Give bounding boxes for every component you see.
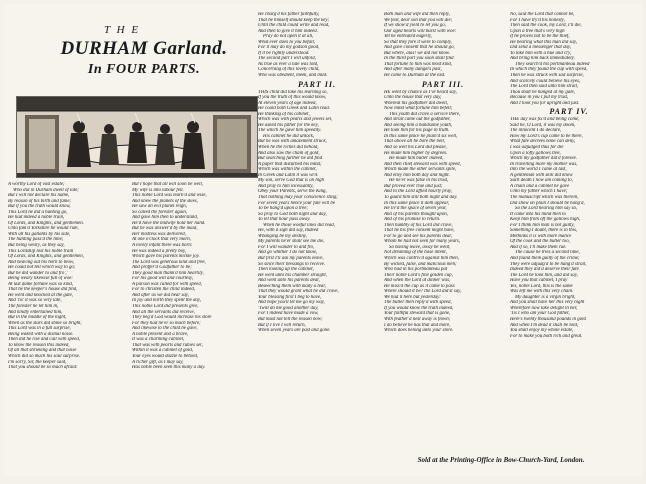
verse-line: They good man thank'd him heartily, bbox=[132, 270, 204, 276]
part-heading: PART IV. bbox=[549, 107, 589, 117]
verse-line: And of his promise to return. bbox=[384, 217, 441, 223]
part-heading: PART III. bbox=[421, 79, 465, 89]
verse-line: A richer gift, as I may say, bbox=[132, 359, 184, 365]
verse-line: And 'tis' it was so very late, bbox=[8, 298, 62, 304]
verse-line: 'Tis I who am your God father, bbox=[510, 311, 570, 317]
verse-line: The Lord was generous kind and free, bbox=[132, 259, 206, 265]
verse-line: Which made the other servants spite, bbox=[384, 167, 457, 173]
verse-line: And kindly entertained him, bbox=[8, 309, 63, 315]
verse-line: What ever does to you befall, bbox=[258, 39, 316, 45]
verse-line: For I think him man is not guilty, bbox=[510, 222, 575, 228]
verse-line: No, said the Lord that cannot be, bbox=[510, 12, 575, 17]
verse-line: He made him higher by degrees. bbox=[384, 150, 448, 156]
verse-line: Which was within the cabinet, bbox=[258, 167, 317, 173]
verse-line: And then chief steward was with speed, bbox=[384, 161, 461, 167]
verse-line: To let that hour pass away. bbox=[258, 217, 311, 223]
verse-line: Unto my father which I have; bbox=[510, 189, 568, 195]
verse-line: He could both Greek and Latin read. bbox=[258, 106, 331, 112]
verse-line: Which gave his parents mickle joy. bbox=[132, 254, 200, 260]
verse-line: For I will wander to and fro, bbox=[258, 244, 315, 250]
verse-line: And if so, I'll make them rue. bbox=[510, 244, 567, 250]
verse-line: Of Lords, and Knights, and gentlemen. bbox=[8, 220, 84, 226]
verse-line: That he his free consent might have, bbox=[384, 228, 455, 234]
verse-line: That nothing may your conscience sting; bbox=[258, 194, 338, 200]
verse-line: In joy and mirth they spent the day, bbox=[132, 298, 201, 304]
verse-line: How my Lord's cup came to be there, bbox=[510, 133, 583, 139]
verse-line: By wicked, false, and malicious men; bbox=[384, 261, 457, 267]
verse-line: He'd have the midwife hold her hand. bbox=[132, 220, 206, 226]
verse-line: For to make you both rich and great. bbox=[510, 333, 583, 339]
verse-line: And likewise to the child he gave, bbox=[132, 326, 198, 332]
verse-line: The Lord then said unto him strait, bbox=[510, 84, 579, 90]
verse-line: Upon a tree that's very high bbox=[510, 28, 565, 34]
verse-line: He had indeed a noble train, bbox=[8, 215, 65, 221]
verse-line: You shall enjoy my whole estate, bbox=[510, 328, 574, 334]
verse-line: Thou shalt be hanged at my gate, bbox=[510, 89, 576, 95]
verse-line: He asked his father for the key, bbox=[258, 122, 319, 128]
verse-line: And envy him both day and night. bbox=[384, 172, 450, 178]
verse-line: Because in you I put my trust, bbox=[510, 95, 569, 101]
verse-line: At one o'clock that very morn, bbox=[132, 237, 191, 243]
verse-line: In this same place it doth appear, bbox=[384, 200, 450, 206]
verse-line: Yet he entreated eagerly, bbox=[384, 34, 432, 40]
verse-line: And to the Lord affied hourly pray, bbox=[384, 189, 453, 195]
verse-line: He thinking of his cabinet, bbox=[258, 111, 310, 117]
verse-line: For to christen the child indeed, bbox=[132, 287, 196, 293]
verse-line: Being weary likewise full of woe: bbox=[8, 276, 74, 282]
verse-line: But proved ever true and just; bbox=[384, 183, 443, 189]
verse-line: For I indeed have made a vow, bbox=[258, 311, 319, 317]
verse-line: Of Lords, and Knights, and gentlemen, bbox=[8, 254, 84, 260]
verse-line: Was left me with this very chain. bbox=[510, 289, 574, 295]
verse-line: Our aged hearts will burst with woe: bbox=[384, 28, 457, 34]
title-main: DURHAM Garland. bbox=[60, 38, 228, 59]
verse-line: With feather'd nest away is flown; bbox=[384, 316, 451, 322]
verse-line: The which he gave him speedily. bbox=[258, 128, 322, 134]
verse-line: Then he was struck with sad surprise, bbox=[510, 73, 584, 79]
verse-line: Whom he had not seen for many years, bbox=[384, 239, 461, 245]
verse-line: Has noble been seen this many a day. bbox=[132, 365, 206, 371]
verse-line: And I took you for upright and just. bbox=[510, 100, 580, 106]
verse-line: Being waked with a dismal noise. bbox=[8, 331, 74, 337]
verse-line: Then humbly of his Lord did crave, bbox=[384, 222, 453, 228]
verse-line: Did show on plain I should be hang'd, bbox=[510, 200, 585, 206]
verse-line: He bearing what this man did say, bbox=[510, 39, 577, 45]
verse-line: Within it was a cabinet of gold, bbox=[132, 348, 193, 354]
verse-line: That you should be so much afraid: bbox=[8, 365, 78, 371]
woodcut-scene-illustration bbox=[16, 96, 258, 178]
verse-line: To know the reason this indeed, bbox=[8, 342, 70, 348]
verse-line: And when I'm dead it shall be told, bbox=[510, 322, 579, 328]
verse-line: This noble Lord did presents give, bbox=[132, 304, 199, 310]
verse-line: That he himself should keep the key; bbox=[258, 17, 330, 23]
verse-line: Who had in his portmanteau put bbox=[384, 267, 448, 273]
verse-line: This Lordship lost his noble train bbox=[8, 248, 74, 254]
verse-line: But he was with amazement struck, bbox=[258, 139, 327, 145]
verse-line: But I hope that all will soon be well, bbox=[132, 182, 204, 187]
verse-line: Where should it be? the Lord did'st say, bbox=[384, 289, 462, 295]
part-heading: PART II. bbox=[297, 79, 337, 89]
verse-line: They beg'd God would increase his store bbox=[132, 315, 212, 321]
verse-line: Whereat his godfather did dwell, bbox=[384, 100, 449, 106]
verse-line: Something I doubt, there is in this, bbox=[510, 228, 578, 234]
verse-line: And gave consent that he should go, bbox=[384, 45, 455, 51]
verse-line: Wherefore now take delight in her, bbox=[510, 305, 578, 311]
verse-line: In Greek and Latin it was writ. bbox=[258, 172, 319, 178]
verse-line: But he did wander to and fro',' bbox=[8, 270, 68, 276]
verse-line: So pray to God both night and day, bbox=[258, 211, 327, 217]
verse-line: And when the Lord at dinner was, bbox=[384, 278, 451, 284]
title-block bbox=[44, 24, 244, 78]
verse-line: The manuscript which was therein, bbox=[510, 194, 579, 200]
verse-line: And you shall have her this very night bbox=[510, 300, 585, 306]
verse-line: My son, serve God that is on high bbox=[258, 178, 325, 184]
verse-line: Said he, O Lord, it was my doom, bbox=[510, 122, 576, 128]
verse-line: But searching further he did find bbox=[258, 156, 323, 162]
verse-line: And bring him back immediately. bbox=[510, 56, 575, 62]
verse-line: He made him butler indeed, bbox=[389, 156, 444, 162]
verse-line: To take him with a hue and cry, bbox=[510, 50, 572, 56]
verse-line: He came to Durham at the last. bbox=[384, 73, 446, 79]
verse-line: Keep him from off the gallows high, bbox=[510, 217, 581, 223]
verse-line: It was a charming cabinet, bbox=[132, 337, 185, 343]
verse-line: He miss'd the cup as it came to pass bbox=[384, 283, 455, 289]
verse-line: And found them guilty of the crime; bbox=[510, 255, 580, 261]
verse-line: But must not tell the reason now; bbox=[258, 316, 323, 322]
verse-line: A worthy Lord of vast estate; bbox=[8, 182, 65, 187]
verse-line: His cabinet he did unlock, bbox=[263, 133, 315, 139]
verse-line: He, with a sigh did say, Indeed bbox=[258, 228, 319, 234]
verse-line: And gave him then to understand, bbox=[132, 215, 199, 221]
verse-line: A noble present and a brave, bbox=[132, 331, 189, 337]
verse-line: Whanging be my destiny, bbox=[258, 233, 307, 239]
verse-line: Which did so much his soul surprise. bbox=[8, 353, 81, 359]
verse-line: And knew the planets of the skies, bbox=[132, 198, 198, 204]
verse-line: Indeed they did'd deserve their fate bbox=[510, 267, 579, 273]
broadside-sheet bbox=[4, 4, 642, 476]
verse-line: For it may do my godson good, bbox=[258, 45, 320, 51]
verse-line: What fate decrees none can deny, bbox=[510, 139, 576, 145]
verse-line: When seven years are past and gone. bbox=[258, 328, 331, 334]
verse-line: THIS child did take his learning so, bbox=[258, 89, 328, 95]
verse-line: And scarcely could believe his eyes, bbox=[510, 78, 581, 84]
verse-line: He went unto his chamber straight, bbox=[258, 272, 328, 278]
verse-line: It came into his mind then to bbox=[510, 211, 566, 217]
verse-line: Both man and wife did then reply, bbox=[384, 12, 450, 17]
verse-line: The forester he let him in, bbox=[8, 304, 59, 310]
verse-line: We had it here but yesterday: bbox=[384, 294, 441, 300]
verse-line: He was indeed a pretty boy, bbox=[132, 248, 187, 254]
verse-line: Obey your Parents, serve the King, bbox=[258, 189, 327, 195]
verse-line: And seeing him a handsome youth, bbox=[384, 122, 453, 128]
verse-line: Which my godfather did'd foresee. bbox=[510, 156, 578, 162]
verse-line: Then did he rise and call with speed, bbox=[8, 337, 80, 343]
verse-line: And so well his Lord did please, bbox=[384, 145, 447, 151]
verse-line: Concerning of this lovely child, bbox=[258, 67, 320, 73]
verse-line: Of all that shrieking and that noise bbox=[8, 348, 77, 354]
verse-line: If he proves not to be the thief, bbox=[510, 34, 570, 40]
verse-line: And all the servants did receive, bbox=[132, 309, 195, 315]
verse-line: They were adjudg'd to be hang'd strait, bbox=[510, 261, 587, 267]
verse-line: Their noble Lord's fine golden cup, bbox=[384, 272, 453, 278]
verse-line: Methinks it is with more malice bbox=[510, 233, 572, 239]
verse-line: And of his parents thought upon, bbox=[384, 211, 448, 217]
verse-line: He went and knocked at the gate, bbox=[8, 292, 74, 298]
verse-line: And pray to him incessantly, bbox=[258, 183, 314, 189]
verse-line: And then to give it him indeed. bbox=[258, 28, 318, 34]
verse-line: That he the keeper's house did find, bbox=[8, 287, 78, 293]
verse-line: In this same place he plain'd six well, bbox=[384, 133, 458, 139]
verse-line: And after as we did hear say, bbox=[132, 292, 189, 298]
verse-line: They search'd his portmanteau indeed bbox=[515, 61, 590, 67]
verse-line: We fear, dear son that you will die; bbox=[384, 17, 453, 23]
verse-line: At last dame fortune was so kind, bbox=[8, 281, 74, 287]
verse-line: But being weary, as they say, bbox=[8, 243, 65, 249]
verse-line: So having leave, away he went, bbox=[389, 244, 451, 250]
verse-line: And heaving out his horn to blow, bbox=[8, 259, 75, 265]
verse-line: For to go and see his parents dear, bbox=[384, 233, 453, 239]
verse-line: And strait came out the godfather, bbox=[384, 117, 451, 123]
verse-line: A paper that disturbed his mind; bbox=[258, 161, 322, 167]
verse-line: But if I live I will return, bbox=[258, 322, 306, 328]
verse-line: A lovely infant there was born: bbox=[132, 243, 193, 249]
verse-line: My daughter is a virgin bright, bbox=[515, 294, 576, 300]
verse-line: That they would grant what he did crave, bbox=[258, 289, 339, 295]
verse-line: If we show'd yield to let you go, bbox=[384, 23, 446, 29]
verse-line: That above all he bore the bell, bbox=[384, 139, 446, 145]
verse-line: The cause he tries a second time, bbox=[515, 250, 580, 256]
verse-line: Which was with pearls and jewels set, bbox=[258, 117, 333, 123]
verse-line: Upon a lofty gallows tree, bbox=[510, 150, 561, 156]
verse-line: He took him for his page in truth. bbox=[384, 128, 450, 134]
verse-line: But where, alas! we did not know. bbox=[384, 50, 451, 56]
verse-line: Who did in Durham dwell of late; bbox=[13, 187, 79, 193]
verse-line: Then said the cook, my Lord, I'll die, bbox=[510, 23, 582, 29]
verse-line: That was with pearls and rubies set, bbox=[132, 342, 203, 348]
verse-line: If it be rightly understood. bbox=[258, 50, 310, 56]
verse-line: The innocent I do declare, bbox=[510, 128, 562, 134]
verse-line: When he those woeful lines did read, bbox=[263, 222, 335, 228]
verse-line: 'Twill do me good another day, bbox=[258, 305, 319, 311]
verse-line: The Lord he took him, and did say, bbox=[510, 272, 578, 278]
verse-line: This Lord he did a hunting go, bbox=[8, 209, 68, 215]
verse-line: By reason of his birth and fame; bbox=[8, 198, 72, 204]
verse-line: A parson was called for with speed, bbox=[132, 281, 202, 287]
verse-line: Then looking up the cabinet, bbox=[258, 267, 314, 273]
verse-line: And go whither I do not know, bbox=[258, 250, 317, 256]
verse-line: He could not tell which way to go; bbox=[8, 265, 76, 271]
verse-line: The butler then reply'd with speed, bbox=[384, 300, 452, 306]
verse-line: Here's twenty thousand pounds in gold bbox=[510, 316, 586, 322]
verse-line: This noble Lord was learn'd and wise, bbox=[132, 193, 207, 199]
verse-line: He ne'er was false in his trust, bbox=[389, 178, 449, 184]
verse-line: And went unto his parents dear, bbox=[258, 278, 320, 284]
verse-line: Such death I now am coming to, bbox=[510, 178, 573, 184]
verse-line: But if you the truth would know, bbox=[8, 204, 71, 210]
verse-line: If you the truth of this would know, bbox=[258, 95, 327, 101]
verse-column-4 bbox=[384, 12, 502, 334]
verse-line: My parents ne'er shall see me die, bbox=[258, 239, 325, 245]
verse-line: So the Lord hearing him say so, bbox=[515, 206, 578, 212]
verse-line: But first I'll ask my parents leave, bbox=[258, 255, 324, 261]
verse-line: That fortune to him was most kind, bbox=[384, 61, 453, 67]
verse-line: And proffer'd Godfather to be; bbox=[132, 265, 192, 271]
verse-line: For seven years hence your fate will be bbox=[258, 200, 336, 206]
verse-line: And after many dangers past, bbox=[384, 67, 442, 73]
verse-line: To be hang'd upon a tree; bbox=[258, 206, 308, 212]
verse-line: A chain and a cabinet he gave bbox=[510, 183, 570, 189]
verse-line: When he the riches did behold, bbox=[258, 145, 319, 151]
verse-line: And hope you'll let me go my way, bbox=[258, 300, 325, 306]
verse-line: Your blessing first I beg to have, bbox=[258, 294, 322, 300]
verse-line: I'm sorry, Sir, the keeper said, bbox=[8, 359, 67, 365]
verse-line: Yes, noble Lord, this is the same bbox=[510, 283, 573, 289]
verse-line: Beseeching them with many a tear, bbox=[258, 283, 326, 289]
verse-line: This youth did crave a service there, bbox=[389, 111, 461, 117]
verse-line: He charg'd his father faithfully, bbox=[258, 12, 320, 17]
verse-line: This Lord was in a full surprise, bbox=[8, 326, 71, 332]
verse-line: Pray do not open it at all, bbox=[263, 34, 314, 40]
verse-line: And also saw the chain of gold, bbox=[258, 150, 320, 156]
verse-line: Did send a messenger that day, bbox=[510, 45, 572, 51]
verse-line: In which they found the cup with speed, bbox=[510, 67, 588, 73]
woodcut-icon bbox=[17, 97, 257, 177]
verse-line: When as the stars did shine so bright, bbox=[8, 320, 82, 326]
verse-line: But he was answer'd by the maid, bbox=[132, 226, 198, 232]
verse-line: My wife is into labour fell. bbox=[132, 187, 184, 193]
verse-line: For they had ne'er so much before; bbox=[132, 320, 201, 326]
verse-column-5 bbox=[510, 12, 628, 339]
verse-line: In the third part you soon shall find bbox=[384, 56, 454, 62]
verse-line: In travelling more my mother was, bbox=[510, 161, 578, 167]
verse-line: Your eyes would dazzle to behold, bbox=[132, 353, 199, 359]
verse-line: I was adjudged thus for die bbox=[510, 145, 564, 151]
verse-line: For I have try'd his honesty, bbox=[510, 17, 565, 23]
verse-line: Her mistress was delivered, bbox=[132, 231, 186, 237]
verse-line: He saw an evil planet reign, bbox=[132, 204, 187, 210]
verse-line: So called the forester again, bbox=[132, 209, 188, 215]
verse-line: Into the world I came at last, bbox=[510, 167, 567, 173]
verse-line: For his good will and courtesy, bbox=[132, 276, 194, 282]
verse-line: Have you that cabinet, I pray bbox=[510, 278, 568, 284]
verse-line: So that they fore it were to comply, bbox=[384, 39, 452, 45]
verse-line: Unto fam'd Yorkshire he would ride, bbox=[8, 226, 79, 232]
verse-line: To guard him still both night and day. bbox=[384, 194, 458, 200]
verse-line: The second part I will unfold, bbox=[258, 56, 316, 62]
verse-line: Until the child could write and read, bbox=[258, 23, 330, 29]
verse-line: At eleven years of age indeed, bbox=[258, 100, 317, 106]
verse-line: I do believe he has that and more, bbox=[384, 322, 451, 328]
verse-line: HE went by chance as I've heard say, bbox=[384, 89, 457, 95]
verse-line: As true as ever a tale was told, bbox=[258, 61, 319, 67]
verse-line: Which does belong unto your store. bbox=[384, 328, 454, 334]
verse-line: He liv'd the space of seven year, bbox=[384, 206, 447, 212]
verse-line: Your faithful steward that is gone, bbox=[384, 311, 451, 317]
verse-line: Who was obedient, meek, and mild. bbox=[258, 73, 328, 79]
verse-column-2 bbox=[132, 182, 250, 371]
verse-line: But in the middle of the night, bbox=[8, 315, 67, 321]
verse-line: If you would know the truth indeed, bbox=[384, 305, 454, 311]
verse-line: A gentleman with skill did know bbox=[510, 172, 573, 178]
verse-line: But I will not declare his name, bbox=[8, 193, 70, 199]
verse-line: Now mind what fortune him befell; bbox=[384, 106, 453, 112]
verse-line: THE day was fix'd and being come, bbox=[510, 117, 580, 123]
verse-line: Unto the house that very day, bbox=[384, 95, 442, 101]
title-subtitle: In FOUR PARTS. bbox=[87, 62, 201, 77]
verse-column-3 bbox=[258, 12, 376, 334]
verse-line: The hunting pass'd the time; bbox=[8, 237, 64, 243]
verse-column-1 bbox=[8, 182, 126, 371]
imprint-line: Sold at the Printing-Office in Bow-Church-Yard, London. bbox=[417, 456, 585, 464]
verse-line: So since their blessings to receive. bbox=[258, 261, 326, 267]
verse-line: Of the cook and the butler too, bbox=[510, 239, 570, 245]
verse-line: Not dreaming of the base intent, bbox=[384, 250, 447, 256]
verse-line: With all his gallants by his side, bbox=[8, 231, 71, 237]
verse-line: Which was contriv'd against him then, bbox=[384, 255, 459, 261]
title-the: T H E bbox=[104, 24, 141, 36]
